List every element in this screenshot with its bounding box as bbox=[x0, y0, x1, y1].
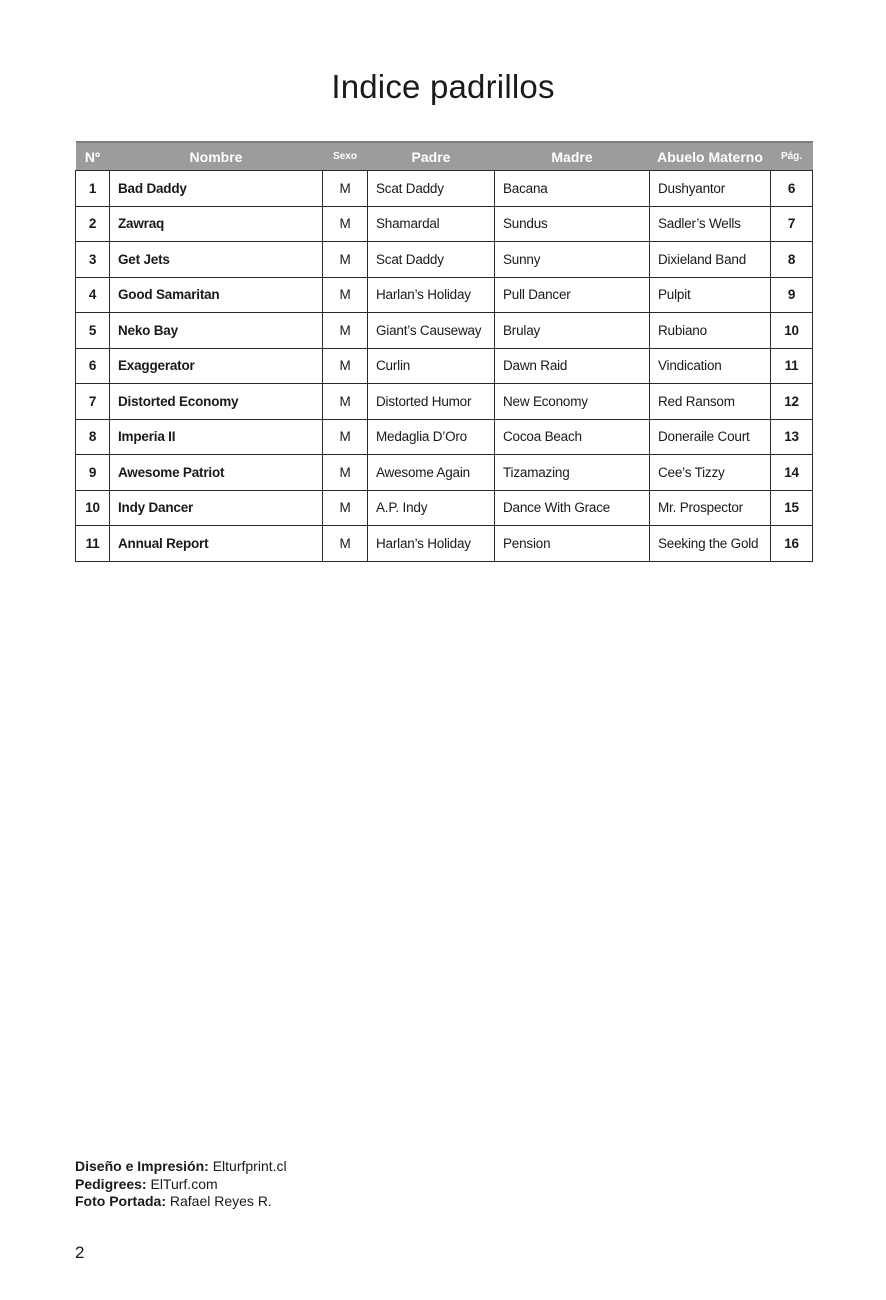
row-dam: Sundus bbox=[495, 206, 650, 242]
table-header-row bbox=[76, 142, 813, 171]
row-sire: Distorted Humor bbox=[368, 384, 495, 420]
table-row bbox=[76, 490, 813, 526]
row-page: 10 bbox=[771, 313, 813, 349]
row-sire: Harlan’s Holiday bbox=[368, 277, 495, 313]
row-num: 7 bbox=[76, 384, 110, 420]
row-sex: M bbox=[323, 277, 368, 313]
row-page: 14 bbox=[771, 455, 813, 491]
row-sex: M bbox=[323, 455, 368, 491]
row-sire: Shamardal bbox=[368, 206, 495, 242]
row-num: 10 bbox=[76, 490, 110, 526]
credit-pedigrees-value: ElTurf.com bbox=[150, 1175, 218, 1192]
row-sire: A.P. Indy bbox=[368, 490, 495, 526]
row-page: 13 bbox=[771, 419, 813, 455]
row-dam: Tizamazing bbox=[495, 455, 650, 491]
row-damsire: Rubiano bbox=[650, 313, 771, 349]
row-damsire: Cee’s Tizzy bbox=[650, 455, 771, 491]
row-damsire: Mr. Prospector bbox=[650, 490, 771, 526]
row-damsire: Sadler’s Wells bbox=[650, 206, 771, 242]
row-dam: Cocoa Beach bbox=[495, 419, 650, 455]
row-name: Bad Daddy bbox=[110, 171, 323, 207]
row-num: 3 bbox=[76, 242, 110, 278]
row-sex: M bbox=[323, 526, 368, 562]
row-dam: Dance With Grace bbox=[495, 490, 650, 526]
header-name: Nombre bbox=[110, 142, 323, 171]
header-damsire: Abuelo Materno bbox=[650, 142, 771, 171]
row-num: 11 bbox=[76, 526, 110, 562]
table-row bbox=[76, 455, 813, 491]
row-sire: Curlin bbox=[368, 348, 495, 384]
credit-pedigrees-label: Pedigrees: bbox=[75, 1175, 147, 1192]
row-dam: Pension bbox=[495, 526, 650, 562]
row-name: Annual Report bbox=[110, 526, 323, 562]
row-page: 6 bbox=[771, 171, 813, 207]
row-sex: M bbox=[323, 242, 368, 278]
row-name: Get Jets bbox=[110, 242, 323, 278]
credit-photo bbox=[75, 1193, 287, 1211]
row-sire: Medaglia D’Oro bbox=[368, 419, 495, 455]
page-number: 2 bbox=[75, 1243, 85, 1262]
table-row bbox=[76, 171, 813, 207]
row-num: 2 bbox=[76, 206, 110, 242]
footer-credits bbox=[75, 1158, 287, 1211]
row-sex: M bbox=[323, 419, 368, 455]
row-sire: Scat Daddy bbox=[368, 171, 495, 207]
row-dam: New Economy bbox=[495, 384, 650, 420]
row-page: 7 bbox=[771, 206, 813, 242]
header-sire: Padre bbox=[368, 142, 495, 171]
row-num: 5 bbox=[76, 313, 110, 349]
row-num: 9 bbox=[76, 455, 110, 491]
row-num: 8 bbox=[76, 419, 110, 455]
row-num: 4 bbox=[76, 277, 110, 313]
sires-index-table bbox=[75, 141, 813, 562]
credit-design-label: Diseño e Impresión: bbox=[75, 1158, 209, 1174]
table-row bbox=[76, 242, 813, 278]
table-row bbox=[76, 313, 813, 349]
row-damsire: Seeking the Gold bbox=[650, 526, 771, 562]
row-page: 15 bbox=[771, 490, 813, 526]
row-dam: Brulay bbox=[495, 313, 650, 349]
row-damsire: Vindication bbox=[650, 348, 771, 384]
row-name: Good Samaritan bbox=[110, 277, 323, 313]
table-row bbox=[76, 419, 813, 455]
row-name: Exaggerator bbox=[110, 348, 323, 384]
header-dam: Madre bbox=[495, 142, 650, 171]
row-sire: Giant’s Causeway bbox=[368, 313, 495, 349]
header-page: Pág. bbox=[771, 142, 813, 171]
row-sex: M bbox=[323, 348, 368, 384]
row-damsire: Red Ransom bbox=[650, 384, 771, 420]
row-num: 1 bbox=[76, 171, 110, 207]
row-damsire: Dushyantor bbox=[650, 171, 771, 207]
page-title: Indice padrillos bbox=[331, 68, 555, 105]
credit-pedigrees bbox=[75, 1176, 287, 1194]
row-page: 11 bbox=[771, 348, 813, 384]
row-name: Neko Bay bbox=[110, 313, 323, 349]
row-name: Zawraq bbox=[110, 206, 323, 242]
row-page: 12 bbox=[771, 384, 813, 420]
row-dam: Dawn Raid bbox=[495, 348, 650, 384]
row-dam: Bacana bbox=[495, 171, 650, 207]
row-page: 9 bbox=[771, 277, 813, 313]
row-dam: Pull Dancer bbox=[495, 277, 650, 313]
row-sex: M bbox=[323, 206, 368, 242]
row-sire: Harlan’s Holiday bbox=[368, 526, 495, 562]
row-name: Imperia II bbox=[110, 419, 323, 455]
row-dam: Sunny bbox=[495, 242, 650, 278]
row-sex: M bbox=[323, 384, 368, 420]
row-sex: M bbox=[323, 490, 368, 526]
credit-design bbox=[75, 1158, 287, 1176]
table-row bbox=[76, 526, 813, 562]
row-sire: Awesome Again bbox=[368, 455, 495, 491]
row-sex: M bbox=[323, 313, 368, 349]
row-name: Indy Dancer bbox=[110, 490, 323, 526]
row-damsire: Doneraile Court bbox=[650, 419, 771, 455]
row-damsire: Dixieland Band bbox=[650, 242, 771, 278]
row-page: 8 bbox=[771, 242, 813, 278]
row-sire: Scat Daddy bbox=[368, 242, 495, 278]
row-num: 6 bbox=[76, 348, 110, 384]
credit-photo-label: Foto Portada: bbox=[75, 1193, 166, 1209]
table-row bbox=[76, 348, 813, 384]
row-name: Awesome Patriot bbox=[110, 455, 323, 491]
credit-design-value: Elturfprint.cl bbox=[212, 1158, 287, 1174]
row-damsire: Pulpit bbox=[650, 277, 771, 313]
row-page: 16 bbox=[771, 526, 813, 562]
row-sex: M bbox=[323, 171, 368, 207]
header-num: Nº bbox=[76, 142, 110, 171]
header-sex: Sexo bbox=[323, 142, 368, 171]
table-row bbox=[76, 277, 813, 313]
table-row bbox=[76, 206, 813, 242]
table-row bbox=[76, 384, 813, 420]
row-name: Distorted Economy bbox=[110, 384, 323, 420]
credit-photo-value: Rafael Reyes R. bbox=[169, 1193, 272, 1209]
